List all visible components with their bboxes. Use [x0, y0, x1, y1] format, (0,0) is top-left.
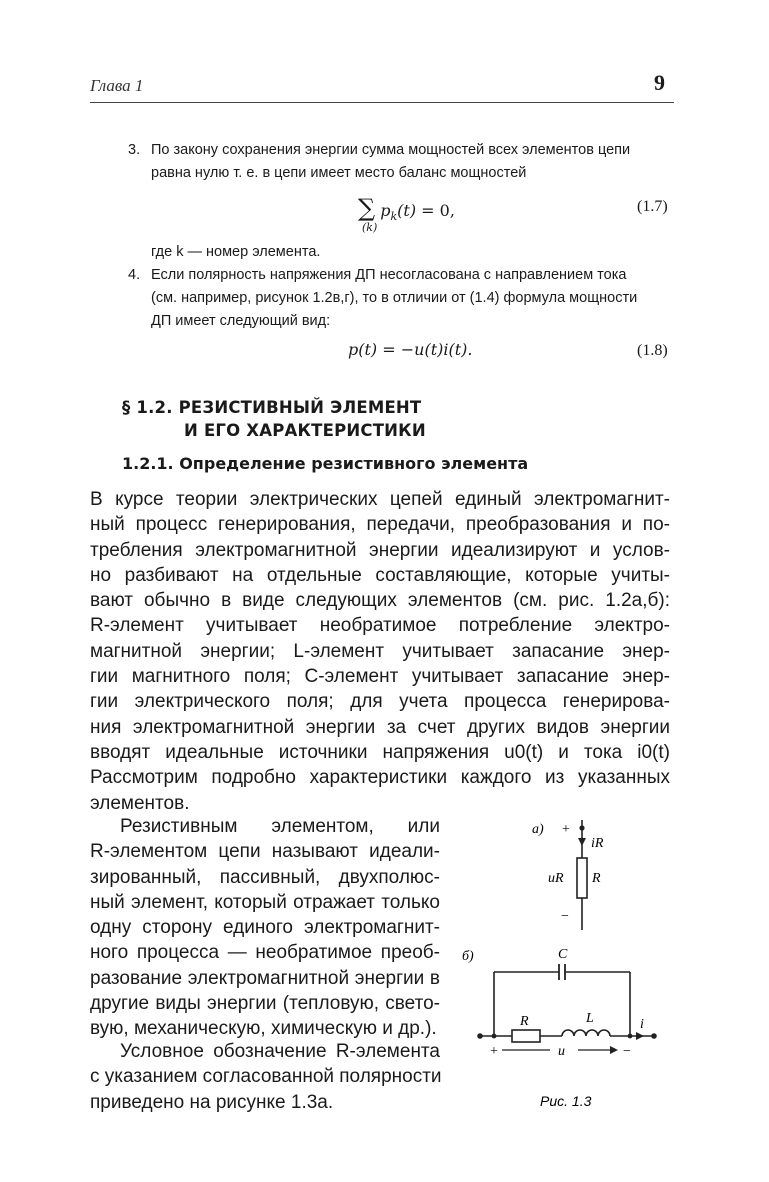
equation-number-1-8: (1.8) [637, 342, 668, 359]
current-arrow-icon [578, 838, 586, 846]
text-line: гии электрического поля; для учета процесса генерирова- [90, 691, 670, 713]
label-R-a: R [592, 871, 601, 886]
junction-dot-right [628, 1034, 633, 1039]
text-line: зированный, пассивный, двухполюс- [90, 866, 440, 888]
text-line: ный процесс генерирования, передачи, преобразования и по- [90, 514, 670, 536]
terminal-plus-a: + [562, 822, 570, 837]
inductor [562, 1030, 610, 1036]
page-number: 9 [654, 70, 665, 95]
paragraph-intro [90, 487, 670, 816]
formula-1-7-subscript: (k) [362, 221, 378, 234]
label-i: i [640, 1017, 644, 1032]
text-line: элементов. [90, 792, 190, 814]
section-heading-line2: И ЕГО ХАРАКТЕРИСТИКИ [184, 421, 426, 440]
item4-line2: (см. например, рисунок 1.2в,г), то в отличии от (1.4) формула мощности [151, 290, 638, 306]
subsection-heading: 1.2.1. Определение резистивного элемента [122, 454, 529, 473]
item4-line1: Если полярность напряжения ДП несогласована с направлением тока [151, 267, 627, 283]
label-C: C [558, 947, 568, 962]
terminal-minus-b: − [623, 1044, 631, 1059]
junction-dot-left [492, 1034, 497, 1039]
text-line: с указанием согласованной полярности [90, 1066, 442, 1088]
paragraph-symbol [90, 1039, 440, 1115]
terminal-dot-a [579, 825, 584, 830]
item4-line3: ДП имеет следующий вид: [151, 313, 331, 329]
voltage-arrow-icon [610, 1046, 618, 1054]
text-line: R-элементом цепи называют идеали- [90, 841, 440, 863]
figure-1-3 [460, 800, 680, 1120]
text-line: ного процесса — необратимое преоб- [90, 942, 440, 964]
text-line: магнитной энергии; L-элемент учитывает запасание энер- [90, 640, 670, 662]
label-u: u [558, 1044, 565, 1059]
text-line: вают обычно в виде следующих элементов (см. рис. 1.2а,б): [90, 590, 670, 612]
text-line: R-элемент учитывает необратимое потребление электро- [90, 615, 670, 637]
formula-1-7: ∑ $p_k(t) = 0$, [358, 194, 455, 224]
text-line: вую, механическую, химическую и др.). [90, 1018, 437, 1040]
label-L: L [586, 1011, 594, 1026]
text-line: Рассмотрим подробно характеристики каждого из указанных [90, 767, 670, 789]
item3-line1: По закону сохранения энергии сумма мощностей всех элементов цепи [151, 142, 631, 158]
header-rule [90, 102, 674, 103]
text-line: требления электромагнитной энергии идеализируют и услов- [90, 539, 670, 561]
equation-number-1-7: (1.7) [637, 198, 668, 215]
text-line: ный элемент, который отражает только [90, 891, 440, 913]
label-R-b: R [520, 1014, 529, 1029]
terminal-minus-a: − [561, 909, 569, 924]
terminal-dot-right [651, 1033, 657, 1039]
current-arrow-b-icon [636, 1032, 644, 1040]
text-line: гии магнитного поля; C-элемент учитывает запасание энер- [90, 666, 670, 688]
text-line: Условное обозначение R-элемента [120, 1041, 440, 1062]
terminal-dot-left [477, 1033, 483, 1039]
label-iR: iR [591, 836, 604, 851]
text-line: одну сторону единого электромагнит- [90, 917, 440, 939]
list-number-3: 3. [128, 142, 141, 158]
text-line: приведено на рисунке 1.3а. [90, 1091, 334, 1113]
section-heading-line1: § 1.2. РЕЗИСТИВНЫЙ ЭЛЕМЕНТ [122, 398, 422, 417]
item3-note: где k — номер элемента. [151, 244, 321, 260]
list-number-4: 4. [128, 267, 141, 283]
fig-label-a: а) [532, 822, 544, 837]
running-header-chapter: Глава 1 [90, 76, 144, 95]
text-line: ния электромагнитной энергии за счет других видов энергии [90, 716, 670, 738]
terminal-plus-b: + [490, 1044, 498, 1059]
figure-caption: Рис. 1.3 [540, 1093, 592, 1109]
paragraph-definition [90, 814, 440, 1042]
label-uR: uR [548, 871, 564, 886]
text-line: В курсе теории электрических цепей единый электромагнит- [90, 489, 670, 510]
text-line: вводят идеальные источники напряжения u0(t) и тока i0(t) [90, 741, 670, 763]
item3-line2: равна нулю т. е. в цепи имеет место баланс мощностей [151, 165, 527, 181]
text-line: разование электромагнитной энергии в [90, 967, 440, 989]
formula-1-8: p(t) = −u(t)i(t). [348, 340, 473, 359]
text-line: но разбивают на отдельные составляющие, которые учиты- [90, 564, 670, 586]
text-line: другие виды энергии (тепловую, свето- [90, 993, 440, 1015]
resistor-b [512, 1030, 540, 1042]
fig-label-b: б) [462, 949, 474, 964]
text-line: Резистивным элементом, или [120, 816, 440, 837]
resistor-a [577, 858, 587, 898]
